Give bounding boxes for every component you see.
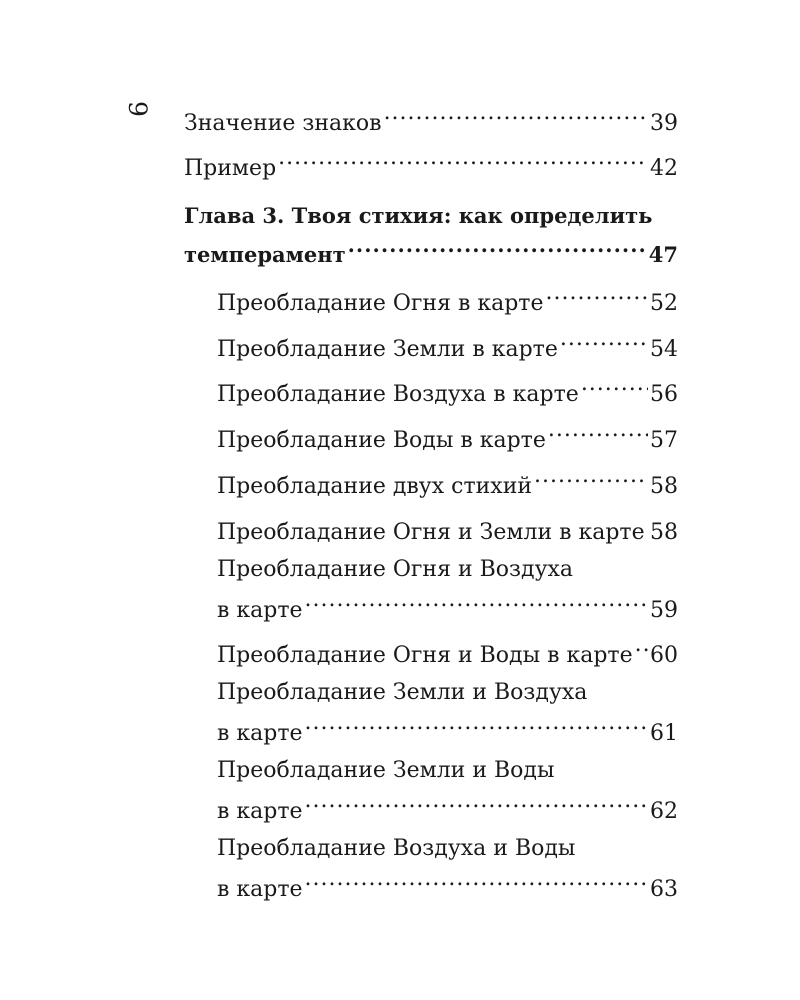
toc-subentry-title-line1: Преобладание Воздуха и Воды <box>217 836 576 861</box>
toc-entry <box>184 145 678 184</box>
dot-leader <box>546 280 649 310</box>
dot-leader <box>635 632 648 662</box>
dot-leader <box>384 100 648 130</box>
toc-entry-page: 42 <box>650 156 678 181</box>
toc-subentry-page: 57 <box>650 428 678 453</box>
dot-leader <box>560 326 648 356</box>
toc-subentry-title: Преобладание Земли в карте <box>217 337 558 362</box>
toc-subentry-page: 60 <box>650 643 678 668</box>
dot-leader <box>534 463 648 493</box>
dot-leader <box>305 587 648 617</box>
toc-subentry-page: 62 <box>650 799 678 824</box>
toc-subentry <box>217 632 678 671</box>
toc-subentry-title-line2: в карте <box>217 721 303 746</box>
toc-subentry-title-line1: Преобладание Огня и Воздуха <box>217 557 574 582</box>
toc-subentry-title-line1: Преобладание Земли и Воздуха <box>217 680 588 705</box>
toc-subentry-title: Преобладание двух стихий <box>217 474 533 499</box>
toc-subentry <box>217 417 678 456</box>
toc-subentry <box>217 463 678 502</box>
toc-subentry <box>217 587 678 626</box>
chapter-title-line1: Глава 3. Твоя стихия: как определить <box>184 203 653 228</box>
chapter-title-line2: темперамент <box>184 242 346 267</box>
toc-subentry <box>217 788 678 827</box>
toc-entry-page: 39 <box>650 111 678 136</box>
toc-subentry <box>217 509 678 548</box>
toc-subentry-page: 54 <box>650 337 678 362</box>
dot-leader <box>278 145 648 175</box>
toc-entry <box>184 100 678 139</box>
toc-subentry <box>217 326 678 365</box>
page-number: 9 <box>122 101 152 117</box>
chapter-page: 47 <box>648 242 678 267</box>
dot-leader <box>348 232 647 262</box>
toc-subentry-title: Преобладание Огня и Земли в карте <box>217 520 645 545</box>
toc-subentry <box>217 280 678 319</box>
toc-subentry-title-line2: в карте <box>217 877 303 902</box>
toc-subentry-page: 58 <box>650 474 678 499</box>
toc-subentry-page: 58 <box>650 520 678 545</box>
toc-subentry-title-line2: в карте <box>217 598 303 623</box>
toc-subentry-page: 63 <box>650 877 678 902</box>
dot-leader <box>581 371 648 401</box>
toc-subentry-page: 59 <box>650 598 678 623</box>
chapter-entry <box>184 232 678 270</box>
toc-subentry-title: Преобладание Огня и Воды в карте <box>217 643 633 668</box>
dot-leader <box>305 866 648 896</box>
toc-subentry-title: Преобладание Воздуха в карте <box>217 382 579 407</box>
toc-subentry-title: Преобладание Огня в карте <box>217 291 544 316</box>
toc-subentry-title-line1: Преобладание Земли и Воды <box>217 758 555 783</box>
toc-entry-title: Пример <box>184 156 277 181</box>
toc-subentry <box>217 371 678 410</box>
toc-entry-title: Значение знаков <box>184 111 382 136</box>
dot-leader <box>305 710 648 740</box>
dot-leader <box>548 417 648 447</box>
toc-subentry-title: Преобладание Воды в карте <box>217 428 546 453</box>
toc-subentry-page: 52 <box>650 291 678 316</box>
toc-subentry <box>217 710 678 749</box>
dot-leader <box>305 788 648 818</box>
toc-subentry <box>217 866 678 905</box>
toc-subentry-page: 56 <box>650 382 678 407</box>
toc-subentry-title-line2: в карте <box>217 799 303 824</box>
toc-subentry-page: 61 <box>650 721 678 746</box>
dot-leader <box>647 509 648 539</box>
